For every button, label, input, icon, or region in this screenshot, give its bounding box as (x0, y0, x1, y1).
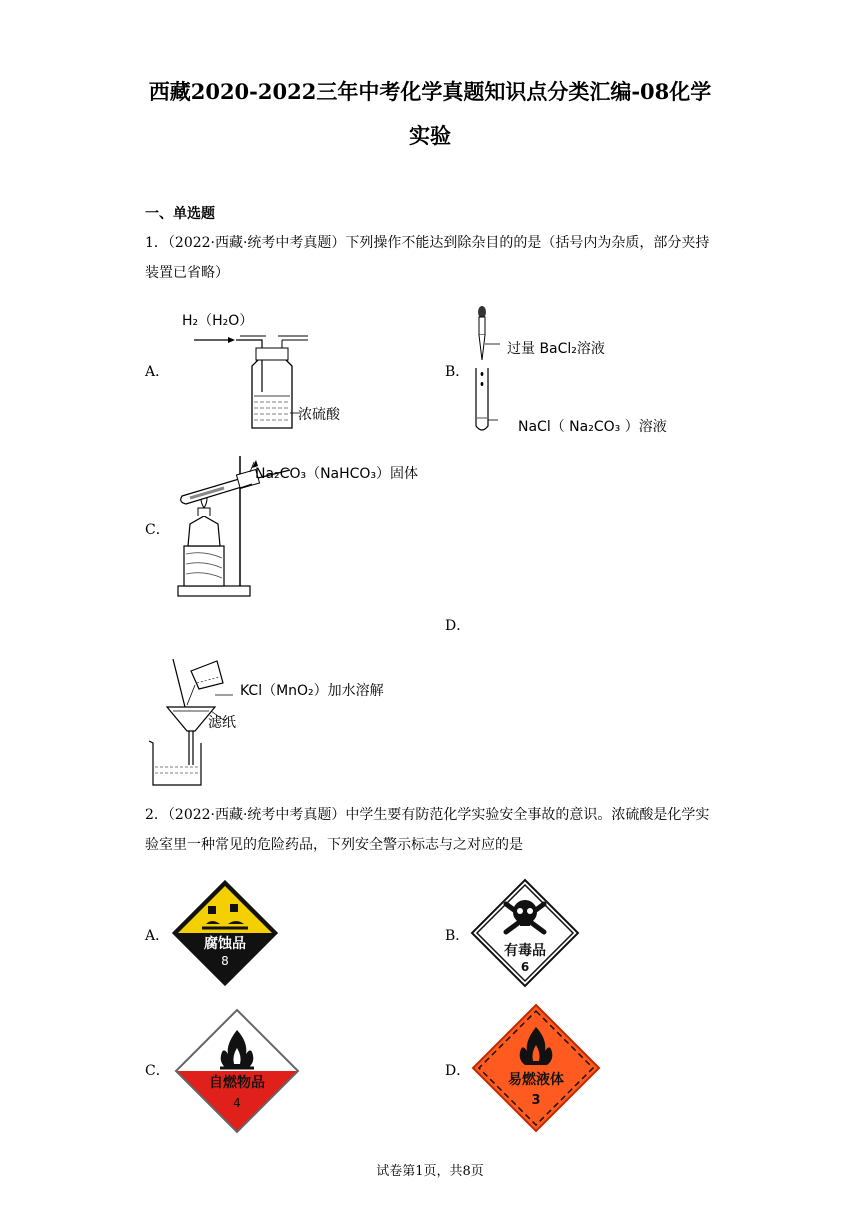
q1-option-d-label: D． (445, 618, 471, 634)
toxic-sign (470, 878, 580, 988)
flammable-liquid-sign (471, 1003, 601, 1133)
q1-figure-b-reagent-label: 过量 BaCl₂溶液 (507, 341, 605, 357)
q1-figure-d-solid-label: KCl（MnO₂）加水溶解 (240, 683, 384, 699)
spontaneous-combustion-sign-number: 4 (233, 1096, 241, 1110)
q2-option-c-label: C． (145, 1063, 170, 1079)
corrosive-sign-label: 腐蚀品 (204, 936, 246, 952)
q1-figure-d-filter-label: 滤纸 (208, 715, 236, 731)
q2-option-d-label: D． (445, 1063, 471, 1079)
page-footer: 试卷第1页，共8页 (376, 1164, 484, 1179)
question-2-text: 2．（2022·西藏·统考中考真题）中学生要有防范化学实验安全事故的意识。浓硫酸是化学实验室里一种常见的危险药品，下列安全警示标志与之对应的是 (145, 807, 710, 853)
corrosive-sign-number: 8 (221, 954, 229, 968)
q2-option-b-label: B． (445, 928, 470, 944)
q2-option-a-label: A． (145, 928, 170, 944)
page-title-line-2: 实验 (409, 123, 451, 148)
spontaneous-combustion-sign-label: 自燃物品 (209, 1075, 265, 1091)
q1-option-b-label: B． (445, 364, 470, 380)
section-heading: 一、单选题 (145, 206, 215, 222)
q1-figure-c-solid-label: Na₂CO₃（NaHCO₃）固体 (255, 466, 419, 482)
q1-option-c-label: C． (145, 522, 170, 538)
spontaneous-combustion-sign (174, 1008, 300, 1134)
q1-figure-b-dropper-test-tube (472, 302, 512, 436)
page-title-line-1: 西藏2020-2022三年中考化学真题知识点分类汇编-08化学 (148, 79, 712, 104)
q1-figure-b-solution-label: NaCl（ Na₂CO₃ ）溶液 (518, 419, 667, 435)
corrosive-sign (172, 880, 278, 986)
q1-figure-a-liquid-label: 浓硫酸 (298, 407, 340, 423)
toxic-sign-label: 有毒品 (504, 943, 546, 959)
toxic-sign-number: 6 (520, 960, 530, 974)
q1-option-a-label: A． (145, 364, 170, 380)
question-1-text: 1．（2022·西藏·统考中考真题）下列操作不能达到除杂目的的是（括号内为杂质，部分夹持装置已省略） (145, 235, 710, 281)
flammable-liquid-sign-number: 3 (531, 1093, 541, 1108)
q1-figure-a-gas-label: H₂（H₂O） (182, 313, 254, 329)
flammable-liquid-sign-label: 易燃液体 (508, 1072, 564, 1088)
